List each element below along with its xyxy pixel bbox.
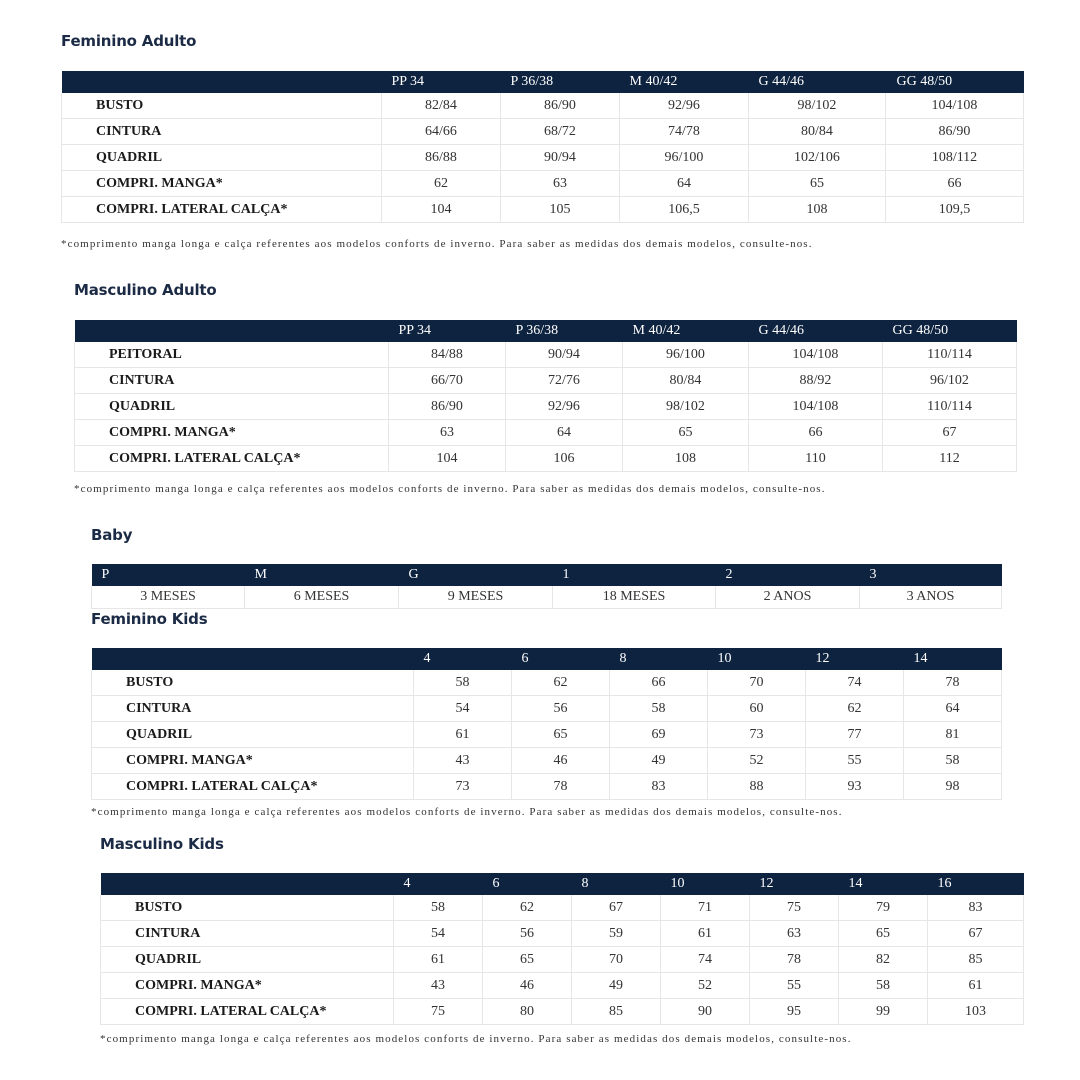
table-cell: 68/72 [501, 119, 620, 145]
table-cell: 62 [382, 171, 501, 197]
table-cell: 103 [928, 999, 1024, 1025]
header-cell: 10 [670, 876, 685, 891]
table-cell: 104 [382, 197, 501, 223]
table-cell: 62 [512, 670, 610, 696]
table-cell: 66 [749, 420, 883, 446]
row-label: PEITORAL [75, 342, 389, 368]
row-label: QUADRIL [62, 145, 382, 171]
header-cell: 8 [619, 651, 627, 666]
table-header-row [101, 873, 1024, 895]
header-cell-empty [101, 873, 394, 895]
table-row [62, 119, 1024, 145]
table-cell: 70 [572, 947, 661, 973]
table-row [101, 973, 1024, 999]
table-cell: 52 [661, 973, 750, 999]
table-cell: 9 MESES [399, 586, 553, 609]
footnote: *comprimento manga longa e calça referentes aos modelos conforts de inverno. Para saber as medidas dos demais modelos, consulte-nos. [74, 483, 826, 495]
row-label: COMPRI. LATERAL CALÇA* [92, 774, 414, 800]
size-table-feminino-adulto [61, 71, 1024, 223]
table-header-row [75, 320, 1017, 342]
table-cell: 106 [506, 446, 623, 472]
table-cell: 58 [610, 696, 708, 722]
table-cell: 88 [708, 774, 806, 800]
table-cell: 49 [610, 748, 708, 774]
table-row [92, 722, 1002, 748]
table-cell: 86/88 [382, 145, 501, 171]
table-cell: 43 [414, 748, 512, 774]
section-title-masculino-adulto: Masculino Adulto [74, 281, 217, 299]
header-cell: 4 [403, 876, 411, 891]
table-cell: 80/84 [749, 119, 886, 145]
table-cell: 66 [886, 171, 1024, 197]
table-cell: 73 [708, 722, 806, 748]
table-cell: 110 [749, 446, 883, 472]
table-cell: 81 [904, 722, 1002, 748]
table-cell: 6 MESES [245, 586, 399, 609]
table-cell: 102/106 [749, 145, 886, 171]
footnote: *comprimento manga longa e calça referentes aos modelos conforts de inverno. Para saber as medidas dos demais modelos, consulte-nos. [61, 238, 813, 250]
row-label: BUSTO [101, 895, 394, 921]
header-cell: 6 [521, 651, 529, 666]
table-cell: 65 [839, 921, 928, 947]
header-cell: PP 34 [391, 74, 425, 89]
header-cell: 12 [759, 876, 774, 891]
table-row [62, 197, 1024, 223]
row-label: QUADRIL [92, 722, 414, 748]
size-table-baby [91, 564, 1002, 609]
table-cell: 61 [414, 722, 512, 748]
table-row [75, 420, 1017, 446]
header-cell: GG 48/50 [896, 74, 953, 89]
table-cell: 65 [623, 420, 749, 446]
table-cell: 80 [483, 999, 572, 1025]
table-cell: 78 [904, 670, 1002, 696]
row-label: CINTURA [101, 921, 394, 947]
table-row [101, 947, 1024, 973]
table-cell: 85 [572, 999, 661, 1025]
header-cell: PP 34 [398, 323, 432, 338]
table-cell: 96/100 [620, 145, 749, 171]
table-cell: 105 [501, 197, 620, 223]
table-cell: 58 [839, 973, 928, 999]
table-cell: 98 [904, 774, 1002, 800]
table-row [92, 748, 1002, 774]
table-cell: 63 [389, 420, 506, 446]
table-cell: 60 [708, 696, 806, 722]
table-row [92, 670, 1002, 696]
table-cell: 67 [883, 420, 1017, 446]
table-cell: 58 [904, 748, 1002, 774]
table-row [92, 696, 1002, 722]
row-label: QUADRIL [75, 394, 389, 420]
table-cell: 110/114 [883, 342, 1017, 368]
table-cell: 104/108 [886, 93, 1024, 119]
table-cell: 66/70 [389, 368, 506, 394]
table-cell: 59 [572, 921, 661, 947]
header-cell-empty [62, 71, 382, 93]
table-cell: 52 [708, 748, 806, 774]
header-cell: M 40/42 [629, 74, 678, 89]
table-cell: 61 [928, 973, 1024, 999]
header-cell: 4 [423, 651, 431, 666]
table-cell: 46 [483, 973, 572, 999]
header-cell: 12 [815, 651, 830, 666]
table-cell: 95 [750, 999, 839, 1025]
section-title-masculino-kids: Masculino Kids [100, 835, 224, 853]
table-cell: 108/112 [886, 145, 1024, 171]
table-cell: 65 [749, 171, 886, 197]
table-cell: 99 [839, 999, 928, 1025]
table-cell: 90/94 [501, 145, 620, 171]
table-cell: 96/100 [623, 342, 749, 368]
table-cell: 3 MESES [92, 586, 245, 609]
table-cell: 43 [394, 973, 483, 999]
header-cell: 14 [848, 876, 863, 891]
table-row [62, 171, 1024, 197]
header-cell: G 44/46 [758, 323, 804, 338]
table-row [101, 999, 1024, 1025]
table-cell: 109,5 [886, 197, 1024, 223]
row-label: CINTURA [92, 696, 414, 722]
table-cell: 56 [512, 696, 610, 722]
table-row [75, 446, 1017, 472]
table-cell: 79 [839, 895, 928, 921]
table-cell: 69 [610, 722, 708, 748]
table-cell: 2 ANOS [716, 586, 860, 609]
header-cell: 16 [937, 876, 952, 891]
table-header-row [92, 564, 1002, 586]
row-label: COMPRI. MANGA* [101, 973, 394, 999]
section-title-feminino-adulto: Feminino Adulto [61, 32, 197, 50]
table-cell: 61 [394, 947, 483, 973]
table-cell: 64 [506, 420, 623, 446]
table-header-row [92, 648, 1002, 670]
table-row [101, 895, 1024, 921]
table-cell: 74 [806, 670, 904, 696]
header-cell-empty [92, 648, 414, 670]
table-cell: 110/114 [883, 394, 1017, 420]
table-cell: 86/90 [501, 93, 620, 119]
table-cell: 86/90 [389, 394, 506, 420]
header-cell: P 36/38 [515, 323, 559, 338]
table-cell: 75 [750, 895, 839, 921]
table-cell: 55 [750, 973, 839, 999]
table-cell: 64 [620, 171, 749, 197]
table-cell: 73 [414, 774, 512, 800]
table-cell: 61 [661, 921, 750, 947]
header-cell: 2 [725, 567, 733, 582]
table-row [92, 774, 1002, 800]
header-cell: 3 [869, 567, 877, 582]
footnote: *comprimento manga longa e calça referentes aos modelos conforts de inverno. Para saber as medidas dos demais modelos, consulte-nos. [91, 806, 843, 818]
row-label: COMPRI. MANGA* [92, 748, 414, 774]
table-cell: 54 [414, 696, 512, 722]
table-cell: 18 MESES [553, 586, 716, 609]
row-label: COMPRI. LATERAL CALÇA* [75, 446, 389, 472]
table-cell: 64 [904, 696, 1002, 722]
table-cell: 71 [661, 895, 750, 921]
table-cell: 77 [806, 722, 904, 748]
header-cell: 6 [492, 876, 500, 891]
table-cell: 92/96 [620, 93, 749, 119]
table-cell: 96/102 [883, 368, 1017, 394]
row-label: QUADRIL [101, 947, 394, 973]
row-label: COMPRI. LATERAL CALÇA* [101, 999, 394, 1025]
table-cell: 63 [750, 921, 839, 947]
table-cell: 104 [389, 446, 506, 472]
table-cell: 74 [661, 947, 750, 973]
table-cell: 67 [572, 895, 661, 921]
table-cell: 83 [610, 774, 708, 800]
section-title-baby: Baby [91, 526, 133, 544]
table-cell: 55 [806, 748, 904, 774]
table-row [101, 921, 1024, 947]
row-label: COMPRI. LATERAL CALÇA* [62, 197, 382, 223]
table-cell: 75 [394, 999, 483, 1025]
table-cell: 90/94 [506, 342, 623, 368]
table-cell: 85 [928, 947, 1024, 973]
header-cell: 14 [913, 651, 928, 666]
table-cell: 88/92 [749, 368, 883, 394]
table-cell: 56 [483, 921, 572, 947]
table-cell: 65 [483, 947, 572, 973]
table-header-row [62, 71, 1024, 93]
table-cell: 108 [749, 197, 886, 223]
table-cell: 54 [394, 921, 483, 947]
table-cell: 46 [512, 748, 610, 774]
table-cell: 106,5 [620, 197, 749, 223]
table-row [62, 145, 1024, 171]
table-cell: 62 [483, 895, 572, 921]
section-title-feminino-kids: Feminino Kids [91, 610, 208, 628]
table-cell: 90 [661, 999, 750, 1025]
header-cell: P 36/38 [510, 74, 554, 89]
table-cell: 82 [839, 947, 928, 973]
table-cell: 63 [501, 171, 620, 197]
table-cell: 83 [928, 895, 1024, 921]
table-cell: 66 [610, 670, 708, 696]
table-row [75, 342, 1017, 368]
header-cell: 8 [581, 876, 589, 891]
table-cell: 64/66 [382, 119, 501, 145]
size-table-masculino-kids [100, 873, 1024, 1025]
row-label: CINTURA [75, 368, 389, 394]
table-cell: 98/102 [749, 93, 886, 119]
table-row [92, 586, 1002, 609]
table-row [62, 93, 1024, 119]
table-cell: 58 [394, 895, 483, 921]
header-cell: G 44/46 [758, 74, 804, 89]
table-row [75, 394, 1017, 420]
row-label: COMPRI. MANGA* [75, 420, 389, 446]
table-cell: 74/78 [620, 119, 749, 145]
table-cell: 112 [883, 446, 1017, 472]
table-cell: 80/84 [623, 368, 749, 394]
header-cell: 1 [562, 567, 570, 582]
table-cell: 84/88 [389, 342, 506, 368]
table-cell: 3 ANOS [860, 586, 1002, 609]
table-row [75, 368, 1017, 394]
table-cell: 108 [623, 446, 749, 472]
table-cell: 65 [512, 722, 610, 748]
table-cell: 92/96 [506, 394, 623, 420]
table-cell: 62 [806, 696, 904, 722]
table-cell: 78 [512, 774, 610, 800]
table-cell: 98/102 [623, 394, 749, 420]
header-cell: M 40/42 [632, 323, 681, 338]
table-cell: 93 [806, 774, 904, 800]
table-cell: 82/84 [382, 93, 501, 119]
table-cell: 49 [572, 973, 661, 999]
table-cell: 104/108 [749, 342, 883, 368]
header-cell: GG 48/50 [892, 323, 949, 338]
row-label: CINTURA [62, 119, 382, 145]
table-cell: 70 [708, 670, 806, 696]
header-cell: M [254, 567, 267, 582]
table-cell: 104/108 [749, 394, 883, 420]
size-table-masculino-adulto [74, 320, 1017, 472]
table-cell: 78 [750, 947, 839, 973]
size-table-feminino-kids [91, 648, 1002, 800]
header-cell-empty [75, 320, 389, 342]
table-cell: 58 [414, 670, 512, 696]
footnote: *comprimento manga longa e calça referentes aos modelos conforts de inverno. Para saber as medidas dos demais modelos, consulte-nos. [100, 1033, 852, 1045]
table-cell: 72/76 [506, 368, 623, 394]
header-cell: 10 [717, 651, 732, 666]
table-cell: 67 [928, 921, 1024, 947]
row-label: BUSTO [62, 93, 382, 119]
row-label: COMPRI. MANGA* [62, 171, 382, 197]
row-label: BUSTO [92, 670, 414, 696]
header-cell: P [101, 567, 110, 582]
header-cell: G [408, 567, 419, 582]
table-cell: 86/90 [886, 119, 1024, 145]
